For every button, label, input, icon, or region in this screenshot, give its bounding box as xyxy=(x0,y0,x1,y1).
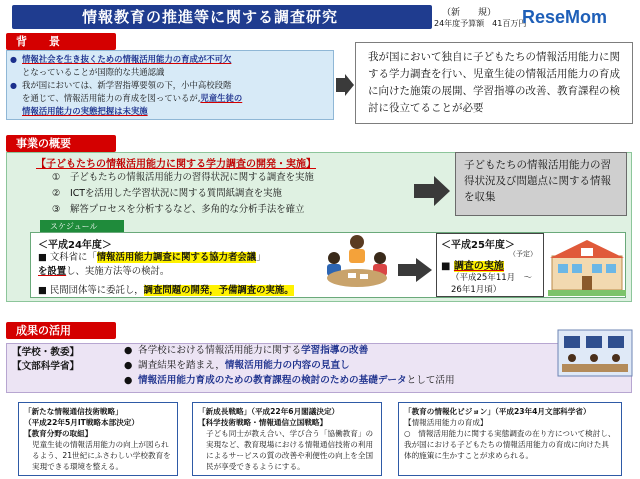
tab-background: 背 景 xyxy=(6,33,116,50)
schedule-tag: スケジュール xyxy=(40,220,124,233)
results-list xyxy=(124,343,455,388)
page-title: 情報教育の推進等に関する調査研究 xyxy=(12,5,432,29)
tab-results: 成果の活用 xyxy=(6,322,116,339)
school-illustration xyxy=(548,236,626,300)
background-item-1: ● 情報社会を生き抜くための情報活用能力の育成が不可欠 となっていることが国際的な共通認識 xyxy=(10,53,332,79)
fy24-item-2: ■ 民間団体等に委託し，調査問題の開発，予備調査の実施。 xyxy=(38,285,294,296)
overview-list xyxy=(52,170,314,218)
result-item: ● 各学校における情報活用能力に関する学習指導の改善 xyxy=(124,345,369,356)
arrow-right-icon xyxy=(414,176,450,210)
fy25-item: ■ 調査の実施 xyxy=(441,261,504,272)
overview-item: ③ 解答プロセスを分析するなど、多角的な分析手法を確立 xyxy=(52,204,305,215)
info-collect-box: 子どもたちの情報活用能力の習得状況及び問題点に関する情報を収集 xyxy=(455,152,627,216)
tab-overview: 事業の概要 xyxy=(6,135,116,152)
arrow-right-icon xyxy=(398,258,432,286)
fy25-box xyxy=(436,233,544,297)
fy25-title: ＜平成25年度＞ xyxy=(441,240,515,251)
fy24-item-1: ■ 文科省に「情報活用能力調査に関する協力者会議」 を設置し、実施方法等の検討。 xyxy=(38,252,266,277)
result-item: ● 情報活用能力育成のための教育課程の検討のための基礎データとして活用 xyxy=(124,375,455,386)
fy25-planned: （予定） xyxy=(509,250,537,258)
resemom-logo xyxy=(518,4,636,30)
results-targets: 【学校・教委】 【文部科学省】 xyxy=(12,347,80,372)
svg-text:ReseMom: ReseMom xyxy=(522,7,608,27)
new-label: （新 規） xyxy=(442,8,497,18)
fy25-date: （平成25年11月 〜26年1月頃） xyxy=(451,273,533,295)
result-item: ● 調査結果を踏まえ，情報活用能力の内容の見直し xyxy=(124,360,350,371)
goal-box: 我が国において独自に子どもたちの情報活用能力に関する学力調査を行い、児童生徒の情報活用能力の育成に向けた施策の展開、学習指導の改善、教育課程の検討に役立てることが必要 xyxy=(355,42,633,124)
arrow-right-icon xyxy=(336,74,354,100)
budget-amount: 24年度予算額 41百万円 xyxy=(434,19,527,28)
policy-box-ict-vision: 「教育の情報化ビジョン」（平成23年4月文部科学省） 【情報活用能力の育成】 ○ 情報活用能力に関する実態調査の在り方について検討し、我が国における子どもたちの情報活用能力の育成に向けた具体的施策に生かすことが求められる。 xyxy=(398,402,622,476)
meeting-illustration xyxy=(318,228,396,300)
policy-box-growth-strategy: 「新成長戦略」（平成22年6月閣議決定） 【科学技術戦略・情報通信立国戦略】 子ども同士が教え合い、学び合う「協働教育」の実現など、教育現場における情報通信技術の利用によるサービスの質の改善や利便性の向上を全国民が享受できるようにする。 xyxy=(192,402,382,476)
background-text xyxy=(10,53,332,118)
fy24-title: ＜平成24年度＞ xyxy=(38,240,112,251)
background-item-2: ● 我が国においては、新学習指導要領の下，小中高校段階 を通じて、情報活用能力の育成を図っているが,児童生徒の 情報活用能力の実態把握は未実施 xyxy=(10,79,332,118)
policy-box-it-strategy: 「新たな情報通信技術戦略」 （平成22年5月IT戦略本部決定） 【教育分野の取組】 児童生徒の情報活用能力の向上が図られるよう、21世紀にふさわしい学校教育を実現できる環境を整える。 xyxy=(18,402,178,476)
computer-class-illustration xyxy=(556,328,634,382)
overview-item: ② ICTを活用した学習状況に関する質問紙調査を実施 xyxy=(52,188,282,199)
overview-item: ① 子どもたちの情報活用能力の習得状況に関する調査を実施 xyxy=(52,172,314,183)
overview-heading: 【子どもたちの情報活用能力に関する学力調査の開発・実施】 xyxy=(36,159,316,170)
